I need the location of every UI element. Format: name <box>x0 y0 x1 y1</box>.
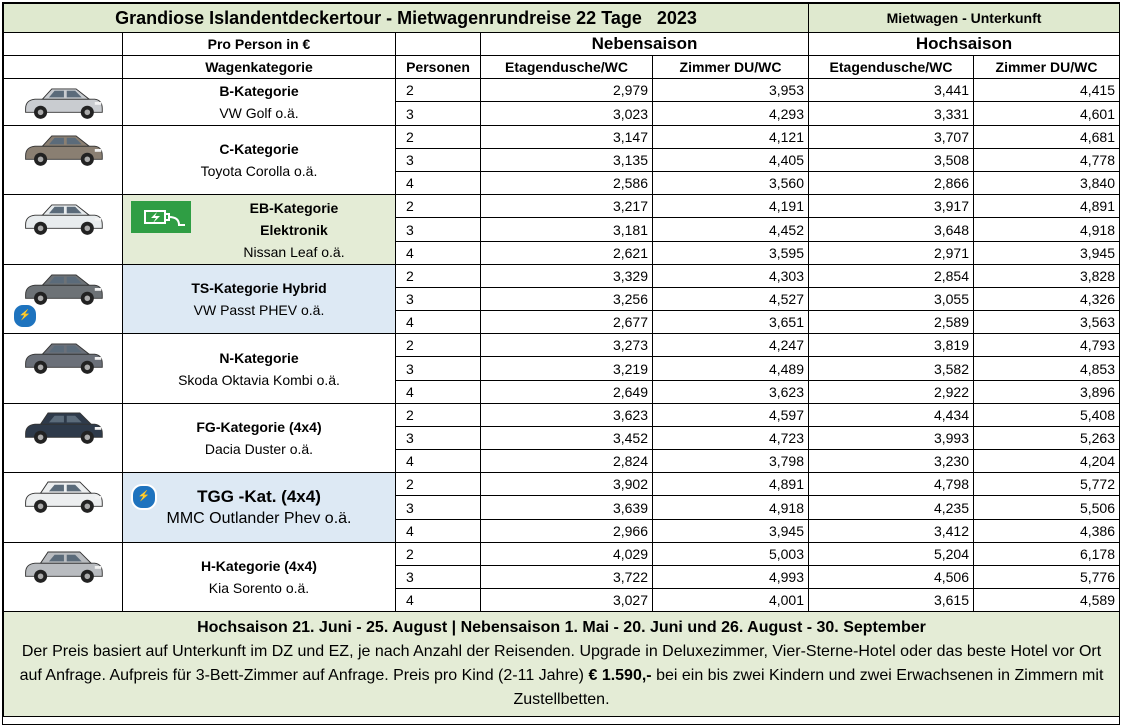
category-subname: Elektronik <box>260 221 328 238</box>
neben-zimmer-price: 3,651 <box>653 311 809 334</box>
persons-cell: 4 <box>396 242 481 265</box>
category-name: C-Kategorie <box>219 141 299 157</box>
hoch-zimmer-price: 4,601 <box>974 102 1120 126</box>
hoch-zimmer-price: 4,681 <box>974 126 1120 149</box>
neben-zimmer-price: 4,303 <box>653 265 809 288</box>
neben-etagendusche-price: 2,621 <box>481 242 653 265</box>
neben-etagendusche-price: 3,452 <box>481 427 653 450</box>
persons-cell: 3 <box>396 288 481 311</box>
page-title: Grandiose Islandentdeckertour - Mietwagenrundreise 22 Tage 2023 <box>4 4 809 33</box>
car-image-6 <box>4 473 123 543</box>
hoch-zimmer-price: 4,415 <box>974 79 1120 102</box>
neben-zimmer-price: 4,191 <box>653 195 809 218</box>
persons-cell: 2 <box>396 79 481 102</box>
table-row <box>4 473 1120 496</box>
neben-zimmer-price: 4,121 <box>653 126 809 149</box>
child-price: € 1.590,- <box>588 667 652 684</box>
car-model: VW Passt PHEV o.ä. <box>193 302 325 318</box>
neben-etagendusche-price: 3,273 <box>481 334 653 357</box>
neben-etagendusche-price: 3,023 <box>481 102 653 126</box>
neben-etagendusche-price: 3,027 <box>481 589 653 612</box>
persons-cell: 3 <box>396 102 481 126</box>
car-model: MMC Outlander Phev o.ä. <box>166 509 352 527</box>
hoch-zimmer-price: 5,263 <box>974 427 1120 450</box>
hoch-etagendusche-price: 2,589 <box>809 311 974 334</box>
persons-cell: 2 <box>396 334 481 357</box>
neben-zimmer-price: 3,945 <box>653 520 809 543</box>
neben-zimmer-price: 4,891 <box>653 473 809 496</box>
ev-charging-icon <box>131 201 191 233</box>
hoch-zimmer-price: 4,326 <box>974 288 1120 311</box>
hoch-zimmer-price: 5,506 <box>974 496 1120 520</box>
neben-etagendusche-price: 3,329 <box>481 265 653 288</box>
persons-cell: 2 <box>396 265 481 288</box>
category-cell <box>123 543 396 612</box>
persons-cell: 2 <box>396 195 481 218</box>
car-model: Toyota Corolla o.ä. <box>200 163 318 179</box>
neben-etagendusche-price: 3,217 <box>481 195 653 218</box>
neben-zimmer-price: 4,723 <box>653 427 809 450</box>
category-cell <box>123 265 396 334</box>
neben-etagendusche-price: 3,135 <box>481 149 653 172</box>
hoch-zimmer-price: 3,896 <box>974 381 1120 404</box>
category-cell <box>123 334 396 404</box>
hoch-zimmer-price: 4,918 <box>974 218 1120 242</box>
neben-zimmer-price: 4,993 <box>653 566 809 589</box>
neben-etagendusche-price: 2,979 <box>481 79 653 102</box>
car-model: Kia Sorento o.ä. <box>208 580 310 596</box>
hoch-etagendusche-price: 3,615 <box>809 589 974 612</box>
category-name: TGG -Kat. (4x4) <box>197 486 321 506</box>
car-suv-white-icon <box>4 473 122 542</box>
table-row <box>4 79 1120 102</box>
car-hybrid-icon <box>4 265 122 333</box>
hoch-etagendusche-price: 3,412 <box>809 520 974 543</box>
hoch-etagendusche-price: 2,971 <box>809 242 974 265</box>
neben-zimmer-price: 4,452 <box>653 218 809 242</box>
season-dates: Hochsaison 21. Juni - 25. August | Nebensaison 1. Mai - 20. Juni und 26. August - 30. September <box>197 619 926 636</box>
hoch-etagendusche-price: 5,204 <box>809 543 974 566</box>
wagenkategorie-header: Wagenkategorie <box>123 56 396 79</box>
hoch-etagendusche-price: 3,508 <box>809 149 974 172</box>
persons-cell: 4 <box>396 520 481 543</box>
category-name: TS-Kategorie Hybrid <box>191 280 327 296</box>
neben-zimmer-header: Zimmer DU/WC <box>653 56 809 79</box>
hoch-zimmer-price: 4,204 <box>974 450 1120 473</box>
hoch-zimmer-price: 4,891 <box>974 195 1120 218</box>
neben-zimmer-price: 4,489 <box>653 357 809 381</box>
season-row <box>4 33 1120 56</box>
car-image-7 <box>4 543 123 612</box>
footer-notes <box>4 612 1120 717</box>
table-row <box>4 404 1120 427</box>
hoch-etagendusche-price: 3,993 <box>809 427 974 450</box>
neben-etagendusche-price: 3,256 <box>481 288 653 311</box>
car-sedan-icon <box>4 126 122 194</box>
personen-header: Personen <box>396 56 481 79</box>
category-name: N-Kategorie <box>219 349 299 366</box>
car-model: Nissan Leaf o.ä. <box>243 243 345 260</box>
hoch-zimmer-price: 6,178 <box>974 543 1120 566</box>
hoch-zimmer-price: 4,793 <box>974 334 1120 357</box>
neben-zimmer-price: 3,595 <box>653 242 809 265</box>
table-row <box>4 543 1120 566</box>
neben-zimmer-price: 4,247 <box>653 334 809 357</box>
persons-cell: 3 <box>396 218 481 242</box>
neben-etagendusche-price: 3,639 <box>481 496 653 520</box>
category-name: B-Kategorie <box>219 83 299 99</box>
hoch-etagendusche-price: 2,866 <box>809 172 974 195</box>
table-row <box>4 334 1120 357</box>
plug-badge-icon: ⚡ <box>12 303 38 329</box>
hoch-etagendusche-price: 3,441 <box>809 79 974 102</box>
neben-etagendusche-price: 3,722 <box>481 566 653 589</box>
car-image-3 <box>4 265 123 334</box>
neben-zimmer-price: 4,405 <box>653 149 809 172</box>
hoch-zimmer-price: 4,386 <box>974 520 1120 543</box>
neben-etagendusche-price: 3,623 <box>481 404 653 427</box>
hoch-etagendusche-price: 4,798 <box>809 473 974 496</box>
persons-cell: 2 <box>396 543 481 566</box>
hoch-zimmer-price: 3,828 <box>974 265 1120 288</box>
category-name: FG-Kategorie (4x4) <box>196 419 322 435</box>
hoch-etagendusche-price: 4,506 <box>809 566 974 589</box>
persons-cell: 4 <box>396 450 481 473</box>
car-image-0 <box>4 79 123 126</box>
neben-etagendusche-price: 2,966 <box>481 520 653 543</box>
neben-zimmer-price: 3,953 <box>653 79 809 102</box>
car-electric-icon <box>4 195 122 264</box>
neben-etagendusche-price: 4,029 <box>481 543 653 566</box>
footer-row <box>4 612 1120 717</box>
persons-cell: 3 <box>396 149 481 172</box>
column-header-row <box>4 56 1120 79</box>
car-model: VW Golf o.ä. <box>219 105 299 121</box>
price-table <box>3 3 1120 717</box>
footer-text-b: bei ein bis zwei Kindern und zwei Erwachsenen in Zimmern mit Zustellbetten. <box>513 667 1104 708</box>
car-model: Dacia Duster o.ä. <box>204 441 314 457</box>
neben-etagendusche-price: 2,677 <box>481 311 653 334</box>
car-suv-silver-icon <box>4 543 122 611</box>
category-cell <box>123 404 396 473</box>
hoch-etagendusche-price: 4,434 <box>809 404 974 427</box>
category-cell <box>123 126 396 195</box>
car-image-1 <box>4 126 123 195</box>
car-image-5 <box>4 404 123 473</box>
car-image-4 <box>4 334 123 404</box>
neben-zimmer-price: 4,001 <box>653 589 809 612</box>
price-sheet <box>2 2 1120 725</box>
subtitle: Mietwagen - Unterkunft <box>809 4 1120 33</box>
persons-cell: 3 <box>396 566 481 589</box>
category-cell <box>123 79 396 126</box>
pro-person-label: Pro Person in € <box>123 33 396 56</box>
hoch-etagendusche-price: 3,648 <box>809 218 974 242</box>
neben-etagendusche-price: 2,649 <box>481 381 653 404</box>
title-row <box>4 4 1120 33</box>
hoch-zimmer-price: 5,776 <box>974 566 1120 589</box>
hoch-zimmer-price: 3,840 <box>974 172 1120 195</box>
category-name: EB-Kategorie <box>249 199 339 216</box>
persons-cell: 4 <box>396 589 481 612</box>
persons-cell: 4 <box>396 311 481 334</box>
neben-zimmer-price: 4,597 <box>653 404 809 427</box>
persons-cell: 3 <box>396 496 481 520</box>
car-suv-icon <box>4 404 122 472</box>
hoch-zimmer-price: 4,778 <box>974 149 1120 172</box>
neben-etagendusche-price: 3,219 <box>481 357 653 381</box>
table-row <box>4 265 1120 288</box>
footer-text-a: Der Preis basiert auf Unterkunft im DZ und EZ, je nach Anzahl der Reisenden. Upgrade in Deluxezimmer, Vier-Sterne-Hotel oder das beste Hotel vor Ort auf Anfrage. Aufpreis für 3-Bett-Zimmer auf Anfrage. Preis pro Kind (2-11 Jahre) <box>19 643 1102 684</box>
blank-cell <box>4 33 123 56</box>
table-row <box>4 126 1120 149</box>
neben-zimmer-price: 3,560 <box>653 172 809 195</box>
neben-etagendusche-header: Etagendusche/WC <box>481 56 653 79</box>
hoch-zimmer-price: 4,589 <box>974 589 1120 612</box>
hoch-etagendusche-price: 3,917 <box>809 195 974 218</box>
hoch-zimmer-price: 5,772 <box>974 473 1120 496</box>
neben-zimmer-price: 4,527 <box>653 288 809 311</box>
nebensaison-header: Nebensaison <box>481 33 809 56</box>
hoch-etagendusche-price: 2,922 <box>809 381 974 404</box>
persons-cell: 4 <box>396 172 481 195</box>
neben-etagendusche-price: 3,902 <box>481 473 653 496</box>
car-estate-icon <box>4 334 122 403</box>
neben-zimmer-price: 4,293 <box>653 102 809 126</box>
footer-text <box>10 640 1113 712</box>
hoch-zimmer-header: Zimmer DU/WC <box>974 56 1120 79</box>
hoch-zimmer-price: 3,563 <box>974 311 1120 334</box>
neben-etagendusche-price: 3,181 <box>481 218 653 242</box>
neben-zimmer-price: 5,003 <box>653 543 809 566</box>
neben-zimmer-price: 3,623 <box>653 381 809 404</box>
persons-cell: 2 <box>396 404 481 427</box>
category-cell <box>123 195 396 265</box>
hoch-etagendusche-price: 2,854 <box>809 265 974 288</box>
hoch-etagendusche-price: 3,707 <box>809 126 974 149</box>
neben-zimmer-price: 4,918 <box>653 496 809 520</box>
blank-cell <box>396 33 481 56</box>
hoch-etagendusche-price: 3,055 <box>809 288 974 311</box>
persons-cell: 4 <box>396 381 481 404</box>
blank-cell <box>4 56 123 79</box>
neben-etagendusche-price: 2,586 <box>481 172 653 195</box>
neben-zimmer-price: 3,798 <box>653 450 809 473</box>
hoch-zimmer-price: 3,945 <box>974 242 1120 265</box>
neben-etagendusche-price: 3,147 <box>481 126 653 149</box>
car-model: Skoda Oktavia Kombi o.ä. <box>178 371 340 388</box>
table-row <box>4 195 1120 218</box>
car-image-2 <box>4 195 123 265</box>
hoch-etagendusche-price: 3,230 <box>809 450 974 473</box>
persons-cell: 2 <box>396 473 481 496</box>
hoch-etagendusche-header: Etagendusche/WC <box>809 56 974 79</box>
neben-etagendusche-price: 2,824 <box>481 450 653 473</box>
car-hatchback-icon <box>4 79 122 125</box>
category-cell <box>123 473 396 543</box>
hoch-zimmer-price: 4,853 <box>974 357 1120 381</box>
hoch-etagendusche-price: 4,235 <box>809 496 974 520</box>
category-name: H-Kategorie (4x4) <box>201 558 317 574</box>
plug-badge-icon: ⚡ <box>131 484 157 510</box>
persons-cell: 3 <box>396 427 481 450</box>
hochsaison-header: Hochsaison <box>809 33 1120 56</box>
hoch-etagendusche-price: 3,331 <box>809 102 974 126</box>
hoch-zimmer-price: 5,408 <box>974 404 1120 427</box>
persons-cell: 3 <box>396 357 481 381</box>
persons-cell: 2 <box>396 126 481 149</box>
hoch-etagendusche-price: 3,819 <box>809 334 974 357</box>
hoch-etagendusche-price: 3,582 <box>809 357 974 381</box>
